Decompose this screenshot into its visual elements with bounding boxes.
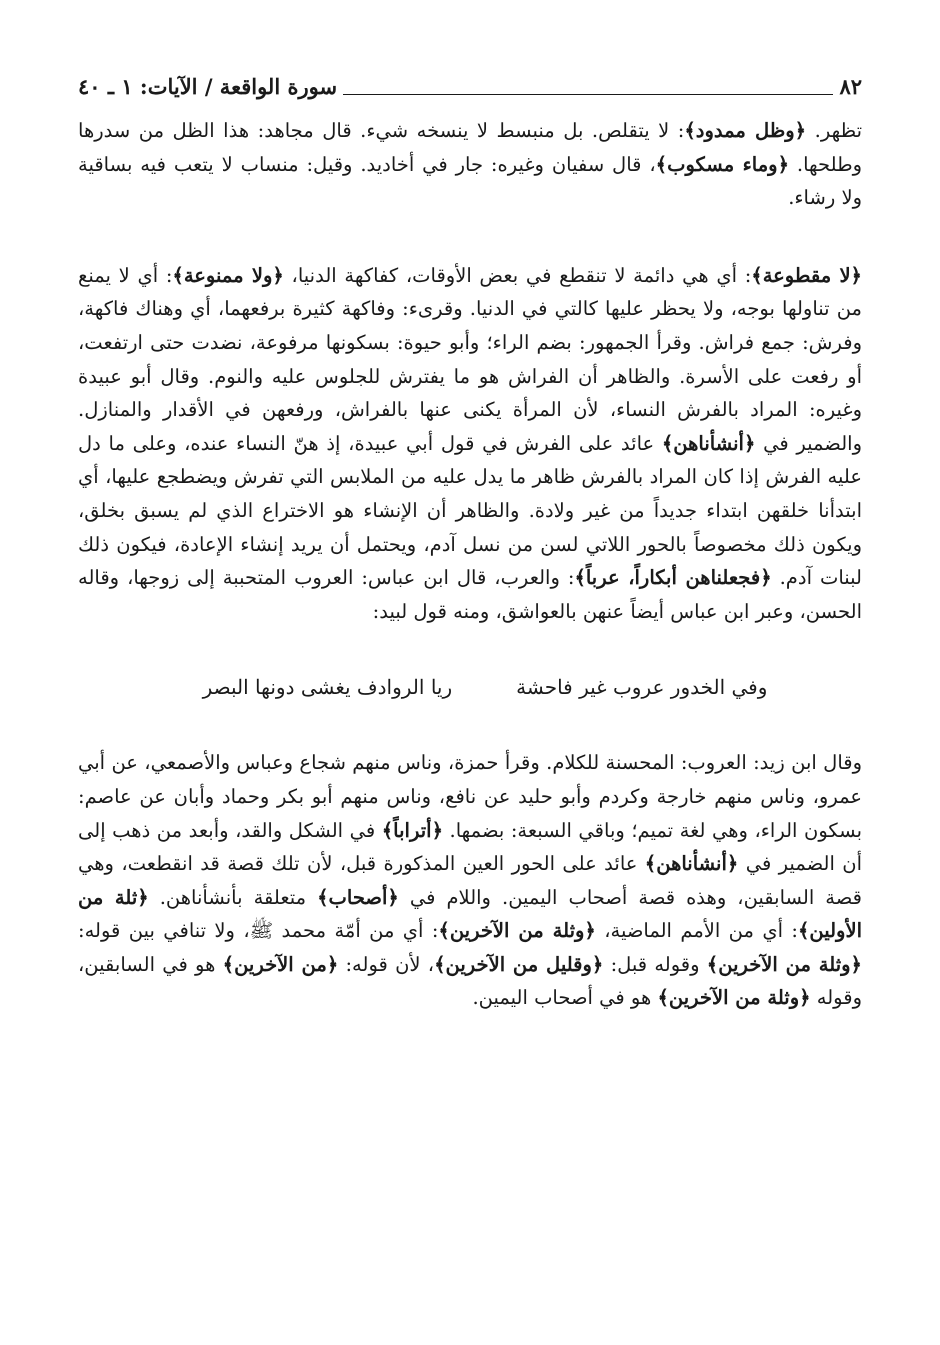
page-number: ٨٢ — [839, 74, 862, 99]
poetry-verse — [78, 670, 862, 704]
text-run: تظهر. — [806, 119, 862, 142]
quranic-quote: ﴿ولا ممنوعة﴾ — [172, 263, 284, 287]
quranic-quote: ﴿أنشأناهن﴾ — [661, 431, 756, 455]
quranic-quote: ﴿فجعلناهن أبكاراً، عرباً﴾ — [574, 566, 772, 590]
quranic-quote: ﴿أصحاب﴾ — [317, 885, 399, 909]
quranic-quote: ﴿وقليل من الآخرين﴾ — [434, 952, 604, 976]
text-run: : أي من الأمم الماضية، — [595, 919, 798, 943]
text-run: : أي لا يمنع من تناولها بوجه، ولا يحظر عليها كالتي في الدنيا. وقرىء: وفاكهة كثيرة برفعهما، أي وهناك فاكهة، وفرش: جمع فراش. وقرأ الجمهور: بضم الراء؛ وأبو حيوة: بسكونها مرفوعة، نضدت حتى ارتفعت، أو رفعت على الأسرة. والظاهر أن الفراش هو ما يفترش للجلوس عليه والنوم. وقال أبو عبيدة وغيره: المراد بالفرش النساء، لأن المرأة يكنى عنها بالفراش، ورفعهن في الأقدار والمنازل. والضمير في — [78, 263, 862, 455]
quranic-quote: ﴿وثلة من الآخرين﴾ — [706, 952, 862, 976]
running-header — [78, 70, 862, 104]
text-run: هو في السابقين، وقوله — [78, 952, 862, 1010]
text-run: عائد على الفرش في قول أبي عبيدة، إذ هنّ النساء عنده، وعلى ما دل عليه الفرش إذا كان المراد بالفرش ظاهر ما يدل عليه من الملابس التي تفرش ويضطجع عليها، أي ابتدأنا خلقهن ابتداء جديداً من غير ولادة. والظاهر أن الإنشاء هو الاختراع الذي لم يسبق بخلق، ويكون ذلك مخصوصاً بالحور اللاتي لسن من نسل آدم، ويحتمل أن يريد إنشاء الإعادة، فيكون ذلك لبنات آدم. — [78, 431, 862, 590]
page — [78, 70, 862, 1015]
quranic-quote: ﴿من الآخرين﴾ — [222, 952, 339, 976]
quranic-quote: ﴿ثلة من الأولين﴾ — [78, 885, 862, 943]
verse-second-hemistich: ريا الروادف يغشى دونها البصر — [202, 675, 453, 700]
quranic-quote: ﴿وثلة من الآخرين﴾ — [657, 986, 811, 1010]
text-run: : أي هي دائمة لا تنقطع في بعض الأوقات، كفاكهة الدنيا، — [283, 263, 752, 287]
text-run: ، قال سفيان وغيره: جار في أخاديد. وقيل: منساب لا يتعب فيه بساقية ولا رشاء. — [78, 152, 862, 210]
commentary-body-continued — [78, 746, 862, 1015]
text-run: هو في أصحاب اليمين. — [472, 986, 658, 1010]
paragraph — [78, 114, 862, 215]
quranic-quote: ﴿وظل ممدود﴾ — [684, 119, 807, 142]
quranic-quote: ﴿وماء مسكوب﴾ — [655, 152, 790, 176]
text-run: : لا يتقلص. بل منبسط لا ينسخه شيء. قال مجاهد: هذا الظل من سدرها وطلحها. — [78, 119, 863, 176]
quranic-quote: ﴿أنشأناهن﴾ — [644, 852, 739, 876]
commentary-body — [78, 114, 862, 628]
text-run: وقال ابن زيد: العروب: المحسنة للكلام. وقرأ حمزة، وناس منهم شجاع وعباس والأصمعي، عن أبي عمرو، وناس منهم خارجة وكردم وأبو حليد عن نافع، وناس منهم أبو بكر وحماد وأبان عن عاصم: بسكون الراء، وهي لغة تميم؛ وباقي السبعة: بضمها. — [78, 751, 862, 842]
quranic-quote: ﴿وثلة من الآخرين﴾ — [438, 919, 596, 943]
quranic-quote: ﴿أتراباً﴾ — [381, 818, 443, 842]
text-run: : والعرب، قال ابن عباس: العروب المتحببة إلى زوجها، وقاله الحسن، وعبر ابن عباس أيضاً عنهن بالعواشق، ومنه قول لبيد: — [78, 566, 862, 623]
text-run: في الشكل والقد، وأبعد من ذهب إلى أن الضمير في — [78, 818, 862, 876]
verse-first-hemistich: وفي الخدور عروب غير فاحشة — [516, 675, 768, 700]
header-rule — [343, 94, 833, 95]
text-run: ، لأن قوله: — [338, 952, 435, 976]
quranic-quote: ﴿لا مقطوعة﴾ — [751, 263, 862, 287]
text-run: : أي من أمّة محمد ﷺ، ولا تنافي بين قوله: — [78, 919, 439, 943]
text-run: عائد على الحور العين المذكورة قبل، لأن تلك قصة قد انقطعت، وهي قصة السابقين، وهذه قصة أصحاب اليمين. واللام في — [78, 852, 862, 909]
paragraph — [78, 746, 862, 1015]
paragraph — [78, 259, 862, 629]
page-title: سورة الواقعة / الآيات: ١ ـ ٤٠ — [78, 74, 338, 99]
text-run: متعلقة بأنشأناهن. — [148, 885, 318, 909]
text-run: وقوله قبل: — [603, 952, 707, 976]
